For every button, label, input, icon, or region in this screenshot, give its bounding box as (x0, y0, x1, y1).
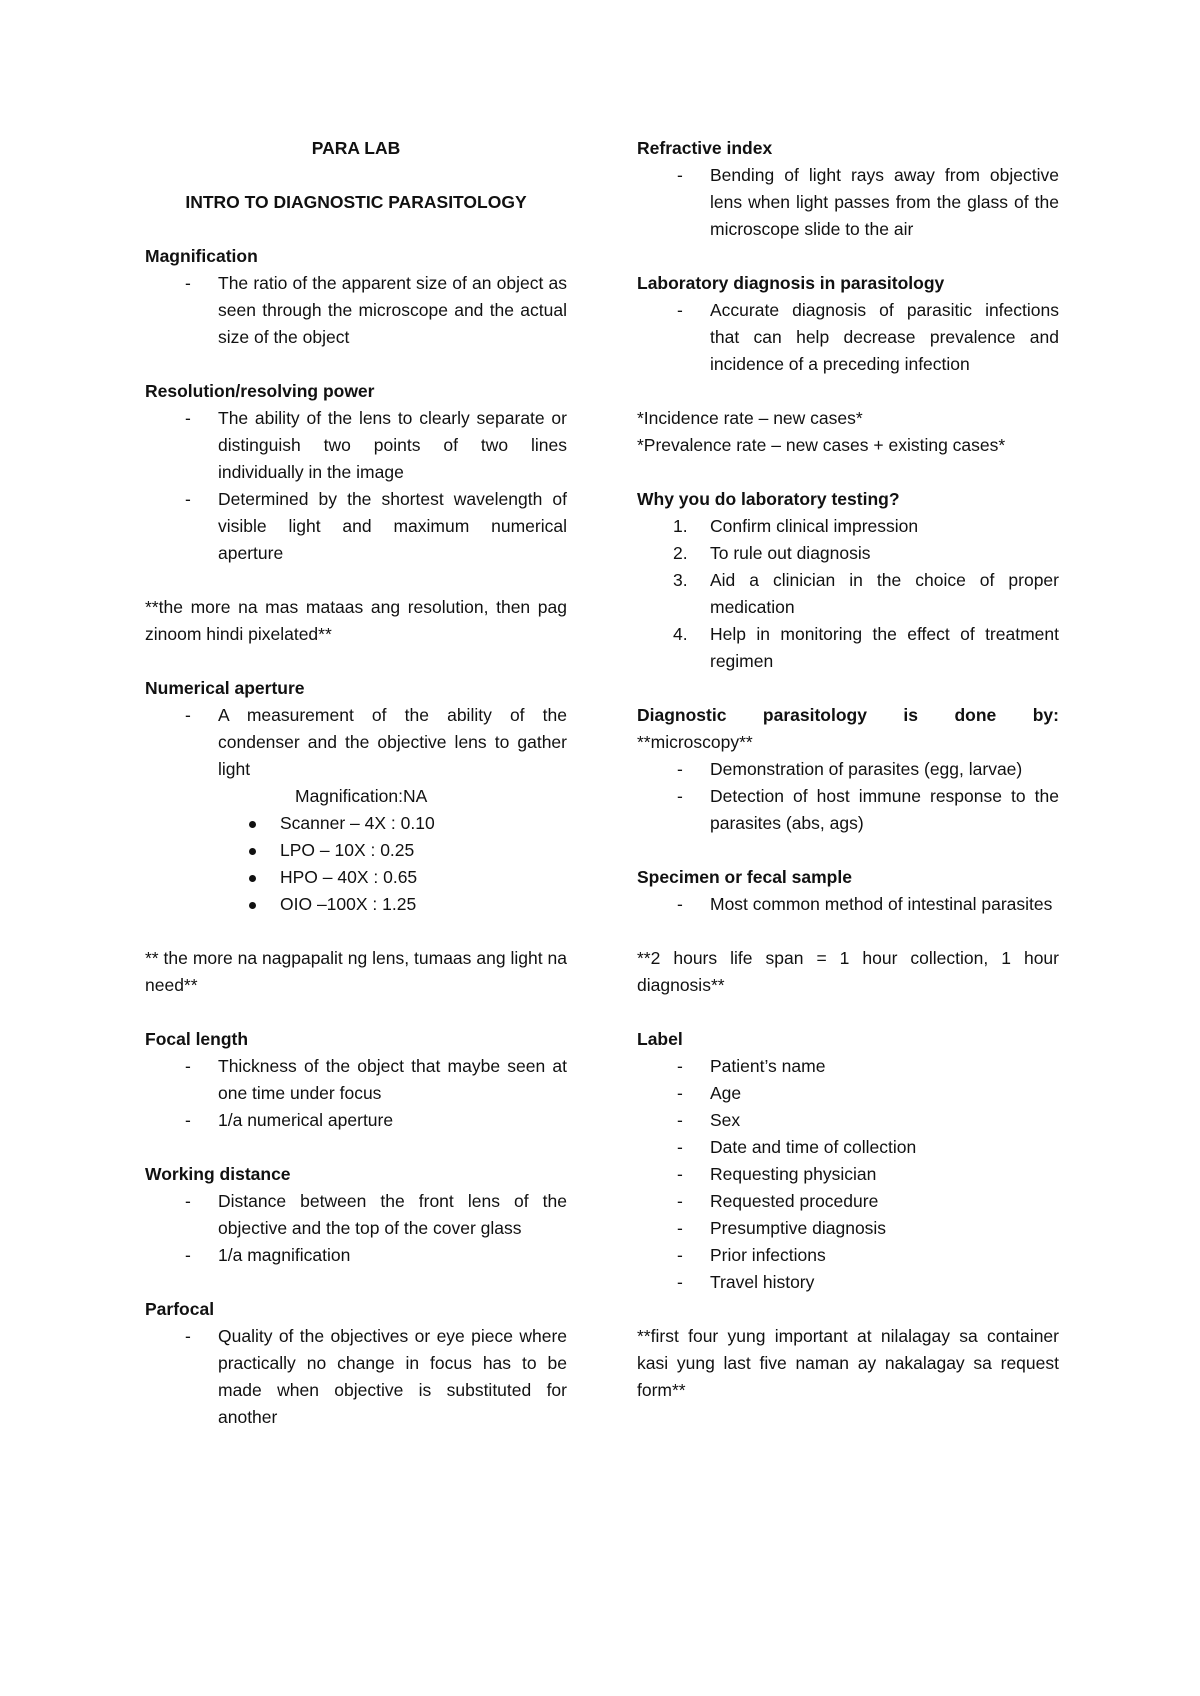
doc-title: PARA LAB (311, 138, 401, 158)
working-distance-list (145, 1188, 567, 1269)
list-item: - Distance between the front lens of the objective and the top of the cover glass (145, 1188, 567, 1242)
list-item: - Requesting physician (637, 1161, 1059, 1188)
bullet-icon (249, 821, 256, 828)
list-item: - Date and time of collection (637, 1134, 1059, 1161)
list-item: - Age (637, 1080, 1059, 1107)
heading-working-distance: Working distance (145, 1164, 291, 1184)
heading-refractive-index: Refractive index (637, 138, 773, 158)
note-prevalence: *Prevalence rate – new cases + existing cases* (637, 435, 1006, 455)
ratio-text: Scanner – 4X : 0.10 (280, 813, 435, 833)
note-lens: ** the more na nagpapalit ng lens, tumaas ang light na need** (145, 948, 567, 995)
list-item: - Sex (637, 1107, 1059, 1134)
ratio-item (145, 810, 567, 837)
list-item: - Detection of host immune response to the parasites (abs, ags) (637, 783, 1059, 837)
list-item: - Demonstration of parasites (egg, larvae) (637, 756, 1059, 783)
ratio-heading: Magnification:NA (295, 786, 428, 806)
heading-parfocal: Parfocal (145, 1299, 215, 1319)
heading-diagnostic-done-by: Diagnostic parasitology is done by: (637, 705, 1059, 725)
item-text: Aid a clinician in the choice of proper medication (710, 570, 1059, 617)
heading-focal-length: Focal length (145, 1029, 249, 1049)
focal-length-list (145, 1053, 567, 1134)
numbered-item (637, 540, 1059, 567)
note-incidence: *Incidence rate – new cases* (637, 408, 863, 428)
numbered-item (637, 513, 1059, 540)
heading-lab-diagnosis: Laboratory diagnosis in parasitology (637, 273, 945, 293)
list-item: - Travel history (637, 1269, 1059, 1296)
doc-subtitle: INTRO TO DIAGNOSTIC PARASITOLOGY (185, 192, 527, 212)
ratio-text: OIO –100X : 1.25 (280, 894, 417, 914)
label-list (637, 1053, 1059, 1296)
subheading-microscopy: **microscopy** (637, 732, 753, 752)
lab-diagnosis-list (637, 297, 1059, 378)
numbered-item (637, 567, 1059, 621)
list-item: - Requested procedure (637, 1188, 1059, 1215)
list-item: - Patient’s name (637, 1053, 1059, 1080)
list-item: - The ratio of the apparent size of an object as seen through the microscope and the actual size of the object (145, 270, 567, 351)
heading-why-testing: Why you do laboratory testing? (637, 489, 900, 509)
bullet-icon (249, 848, 256, 855)
list-item: - Quality of the objectives or eye piece where practically no change in focus has to be made when objective is substituted for another (145, 1323, 567, 1431)
list-item: - A measurement of the ability of the condenser and the objective lens to gather light (145, 702, 567, 783)
ratio-item (145, 837, 567, 864)
heading-resolution: Resolution/resolving power (145, 381, 375, 401)
list-item: - The ability of the lens to clearly separate or distinguish two points of two lines individually in the image (145, 405, 567, 486)
list-item: - Most common method of intestinal parasites (637, 891, 1059, 918)
item-text: To rule out diagnosis (710, 543, 871, 563)
note-life-span: **2 hours life span = 1 hour collection, 1 hour diagnosis** (637, 948, 1059, 995)
bullet-icon (249, 875, 256, 882)
magnification-list (145, 270, 567, 351)
item-number: 3. (673, 570, 688, 590)
ratio-text: HPO – 40X : 0.65 (280, 867, 418, 887)
numerical-aperture-list (145, 702, 567, 783)
note-first-four: **first four yung important at nilalagay sa container kasi yung last five naman ay nakalagay sa request form** (637, 1326, 1059, 1400)
list-item: - Presumptive diagnosis (637, 1215, 1059, 1242)
heading-numerical-aperture: Numerical aperture (145, 678, 305, 698)
note-resolution: **the more na mas mataas ang resolution, then pag zinoom hindi pixelated** (145, 597, 567, 644)
item-number: 2. (673, 543, 688, 563)
right-column (637, 135, 1059, 1404)
resolution-list (145, 405, 567, 567)
list-item: - Thickness of the object that maybe seen at one time under focus (145, 1053, 567, 1107)
ratio-item (145, 864, 567, 891)
list-item: - Determined by the shortest wavelength of visible light and maximum numerical aperture (145, 486, 567, 567)
refractive-index-list (637, 162, 1059, 243)
list-item: - 1/a magnification (145, 1242, 567, 1269)
left-column (145, 135, 567, 1431)
why-testing-list (637, 513, 1059, 675)
list-item: - Prior infections (637, 1242, 1059, 1269)
specimen-list (637, 891, 1059, 918)
heading-magnification: Magnification (145, 246, 258, 266)
heading-label: Label (637, 1029, 683, 1049)
ratio-list (145, 810, 567, 918)
parfocal-list (145, 1323, 567, 1431)
numbered-item (637, 621, 1059, 675)
ratio-text: LPO – 10X : 0.25 (280, 840, 415, 860)
bullet-icon (249, 902, 256, 909)
item-text: Confirm clinical impression (710, 516, 919, 536)
diagnostic-list (637, 756, 1059, 837)
list-item: - Bending of light rays away from objective lens when light passes from the glass of the microscope slide to the air (637, 162, 1059, 243)
item-text: Help in monitoring the effect of treatment regimen (710, 624, 1059, 671)
ratio-item (145, 891, 567, 918)
list-item: - Accurate diagnosis of parasitic infections that can help decrease prevalence and incidence of a preceding infection (637, 297, 1059, 378)
list-item: - 1/a numerical aperture (145, 1107, 567, 1134)
item-number: 1. (673, 516, 688, 536)
item-number: 4. (673, 624, 688, 644)
heading-specimen: Specimen or fecal sample (637, 867, 852, 887)
